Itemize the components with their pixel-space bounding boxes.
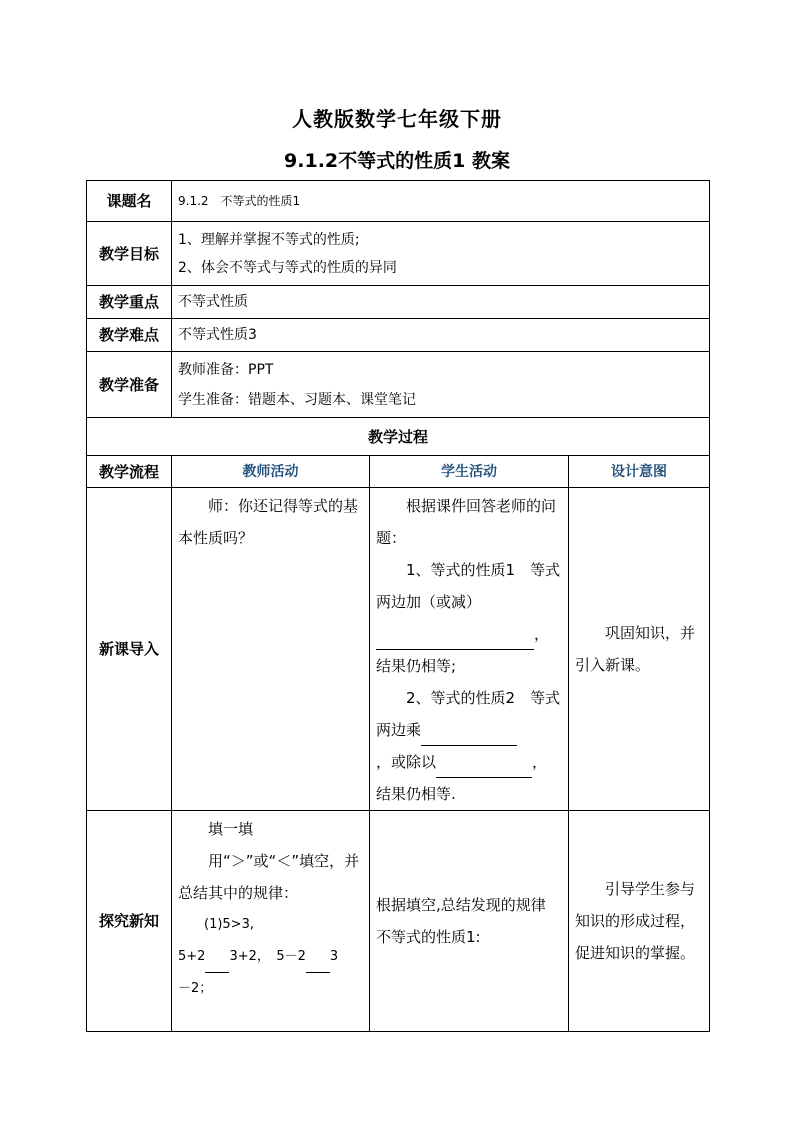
intro-intent [569, 488, 710, 811]
explore-stage: 探究新知 [87, 811, 172, 1032]
difficulty-row [87, 319, 710, 352]
goal-cell [172, 222, 710, 286]
difficulty-label: 教学难点 [87, 319, 172, 352]
intro-student-line-4 [376, 682, 562, 746]
intro-teacher [172, 488, 370, 811]
document-title: 人教版数学七年级下册 [292, 107, 502, 131]
explore-teacher-line-2: 用“＞”或“＜”填空，并总结其中的规律： [178, 852, 360, 902]
explore-teacher-line-3: (1)5>3, [204, 917, 254, 932]
explore-intent [569, 811, 710, 1032]
goal-label: 教学目标 [87, 222, 172, 286]
intro-stage: 新课导入 [87, 488, 172, 811]
intro-intent-text: 巩固知识，并引入新课。 [575, 624, 696, 674]
intro-student-line-5 [376, 746, 562, 810]
document-subtitle: 9.1.2不等式的性质1 教案 [284, 150, 510, 172]
explore-expr-3: 3 [329, 949, 339, 964]
intro-student-text-3: ，结果仍相等; [376, 625, 550, 675]
goal-item-1: 1、理解并掌握不等式的性质; [178, 231, 360, 248]
preparation-cell [172, 352, 710, 418]
teacher-preparation: 教师准备：PPT [178, 361, 274, 378]
process-header-row [87, 456, 710, 488]
explore-teacher [172, 811, 370, 1032]
header-stage: 教学流程 [87, 456, 172, 488]
goal-item-2: 2、体会不等式与等式的性质的异同 [178, 259, 397, 276]
compare-blank-2[interactable] [306, 954, 330, 973]
lesson-plan-table [86, 180, 710, 1032]
intro-student-text-4: 2、等式的性质2 等式两边乘 [376, 689, 561, 739]
explore-expr-2: 3+2， 5－2 [229, 949, 306, 964]
header-teacher: 教师活动 [172, 456, 370, 488]
explore-teacher-line-4 [178, 941, 363, 973]
preparation-label: 教学准备 [87, 352, 172, 418]
intro-row [87, 488, 710, 811]
explore-expr-1: 5+2 [178, 949, 206, 964]
header-intent: 设计意图 [569, 456, 710, 488]
key-point-row [87, 286, 710, 319]
intro-teacher-question: 师：你还记得等式的基本性质吗？ [178, 497, 359, 547]
preparation-row [87, 352, 710, 418]
intro-student-text-5: ，或除以 [376, 753, 437, 771]
explore-student [370, 811, 569, 1032]
explore-row [87, 811, 710, 1032]
intro-student-text-6: ，结果仍相等. [376, 753, 548, 803]
header-student: 学生活动 [370, 456, 569, 488]
intro-student [370, 488, 569, 811]
answer-blank-2[interactable] [421, 723, 517, 746]
difficulty-value: 不等式性质3 [172, 319, 710, 352]
intro-student-line-2: 1、等式的性质1 等式两边加（或减） [376, 561, 561, 611]
process-section-title: 教学过程 [87, 418, 710, 456]
topic-row [87, 181, 710, 222]
goal-row [87, 222, 710, 286]
answer-blank-1[interactable] [376, 627, 534, 650]
intro-student-line-1: 根据课件回答老师的问题： [376, 497, 557, 547]
key-point-value: 不等式性质 [172, 286, 710, 319]
explore-teacher-line-5: －2； [178, 981, 213, 996]
student-preparation: 学生准备：错题本、习题本、课堂笔记 [178, 391, 416, 408]
explore-student-line-1: 根据填空,总结发现的规律 [376, 896, 546, 914]
explore-student-line-2: 不等式的性质1: [376, 928, 481, 946]
explore-teacher-line-1: 填一填 [208, 820, 254, 838]
topic-label: 课题名 [87, 181, 172, 222]
process-title-row [87, 418, 710, 456]
topic-value: 9.1.2 不等式的性质1 [172, 181, 710, 222]
answer-blank-3[interactable] [436, 755, 532, 778]
intro-student-line-3 [376, 618, 562, 682]
compare-blank-1[interactable] [205, 954, 229, 973]
explore-intent-text: 引导学生参与知识的形成过程，促进知识的掌握。 [575, 880, 696, 962]
key-point-label: 教学重点 [87, 286, 172, 319]
